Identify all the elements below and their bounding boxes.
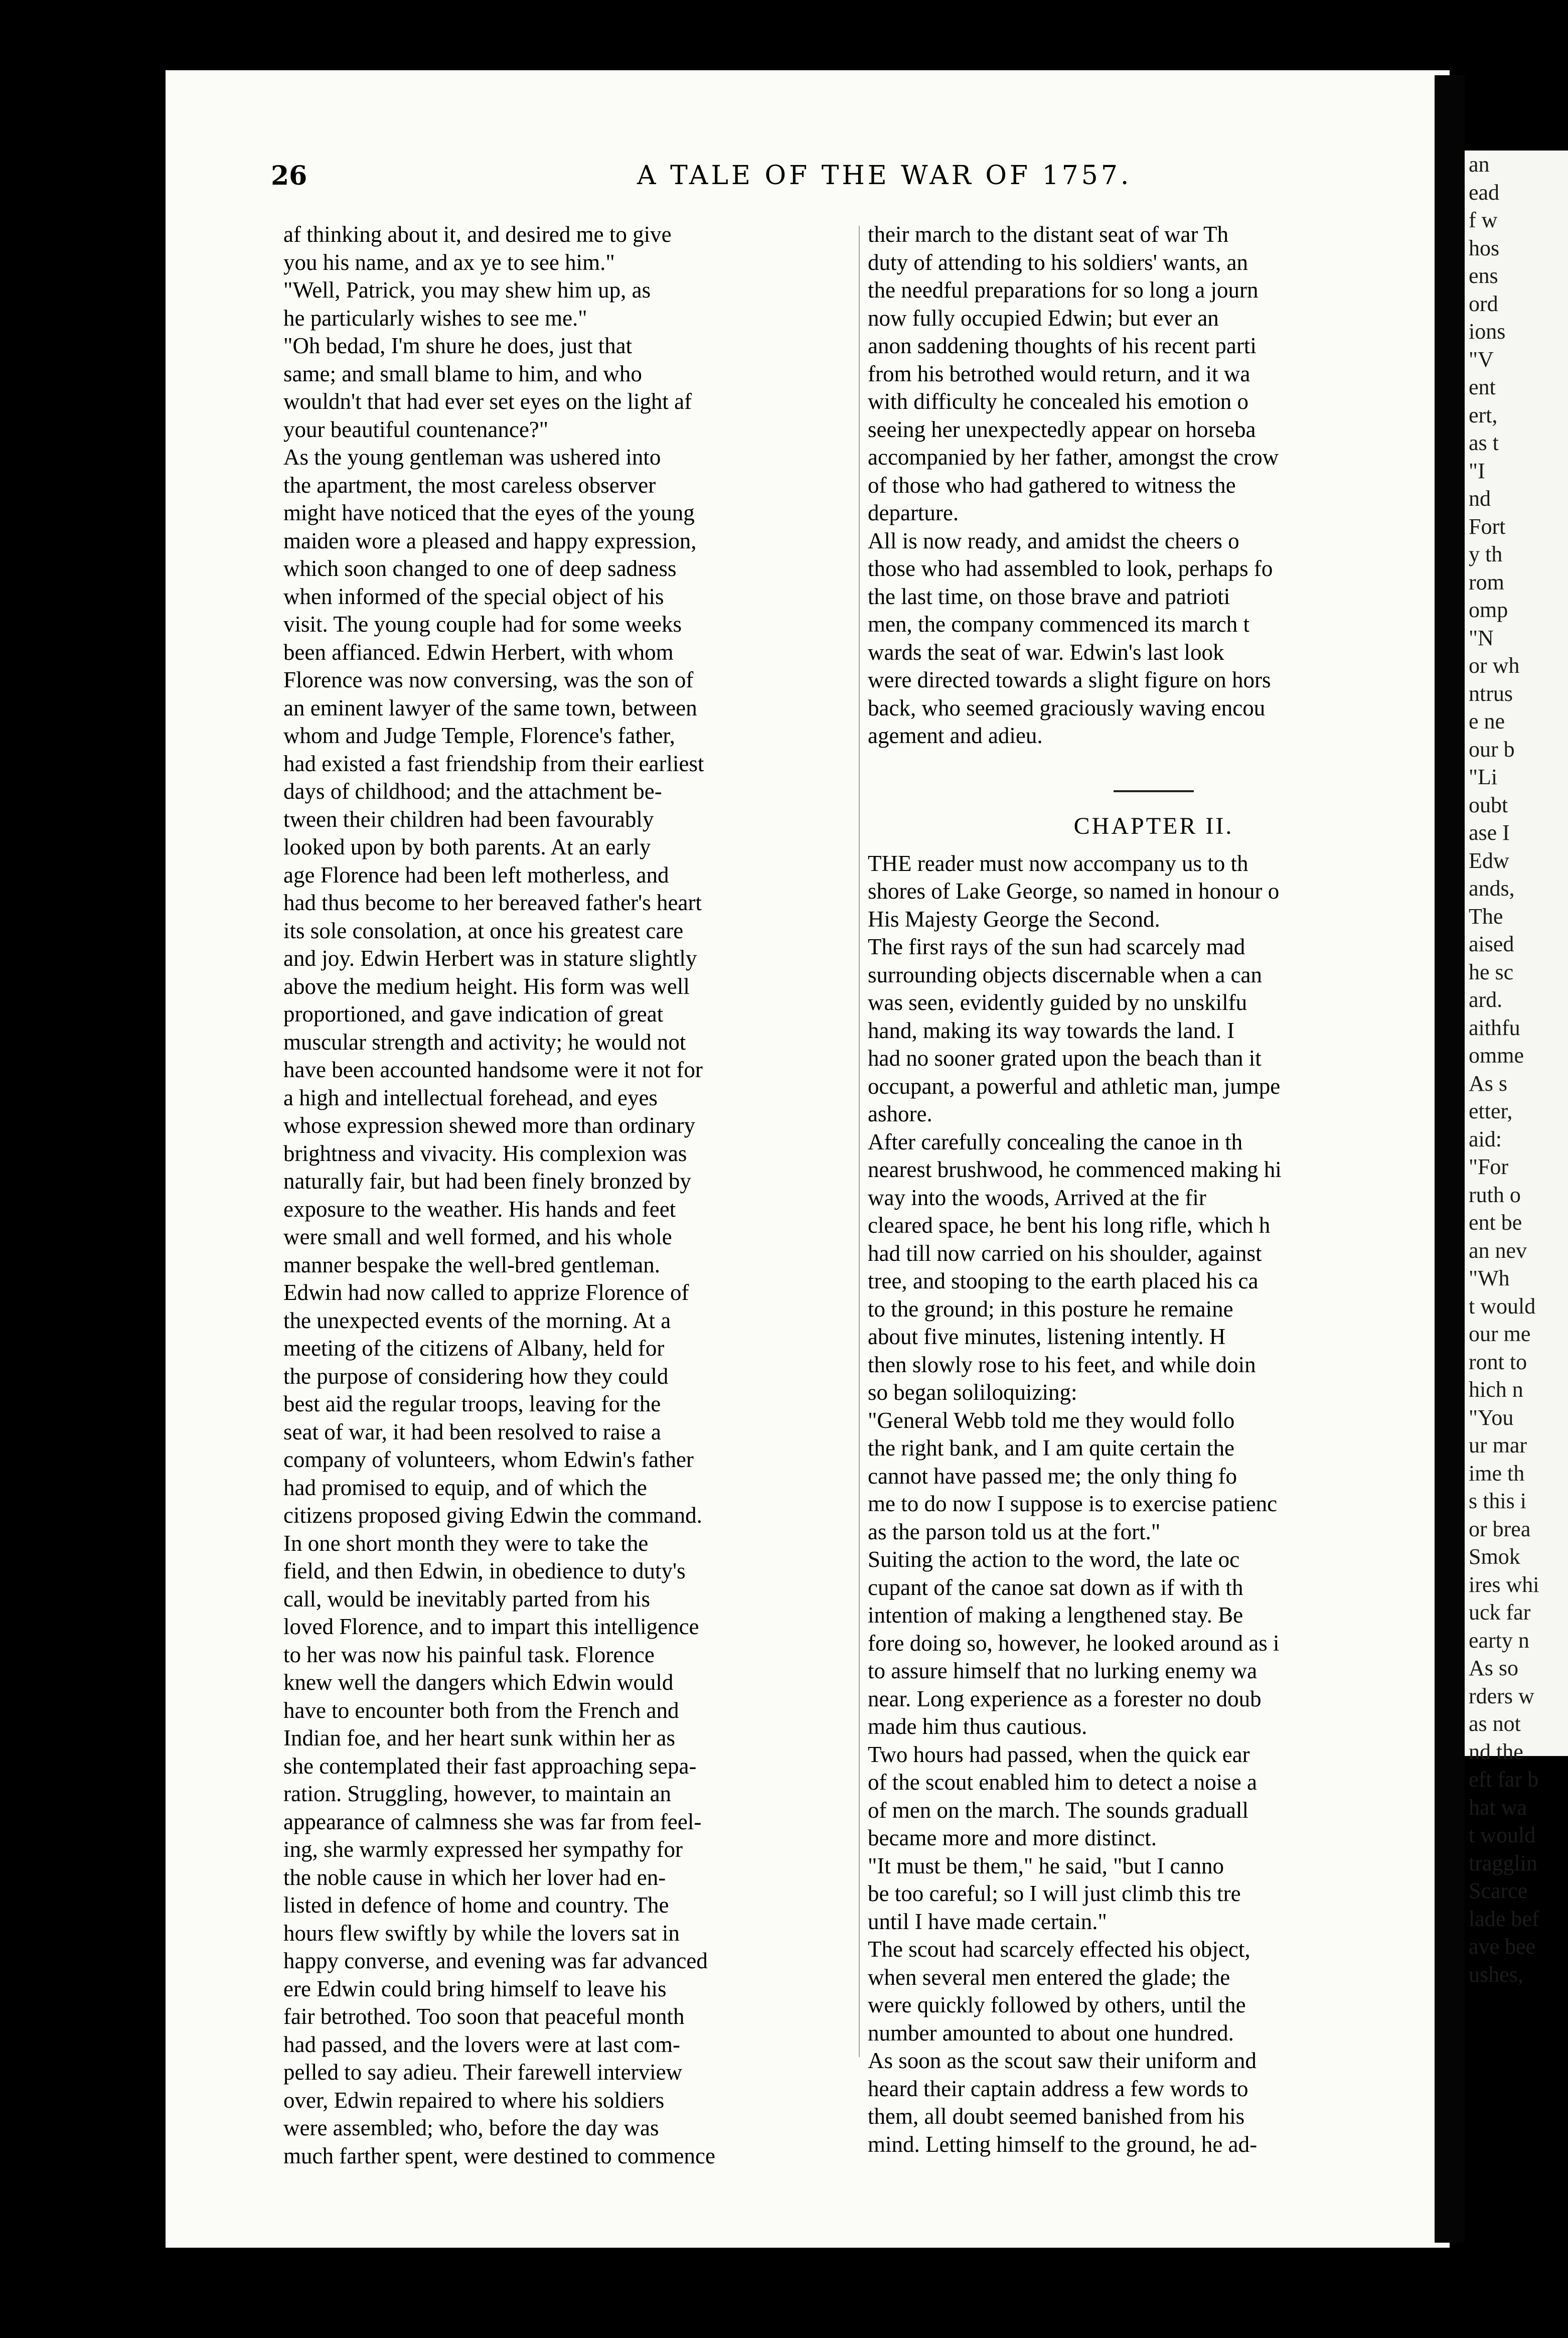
text-line: accompanied by her father, amongst the crow (868, 445, 1279, 470)
text-line: naturally fair, but had been finely bronzed by (283, 1168, 691, 1194)
adjacent-page-text-line: "I (1469, 458, 1485, 483)
text-line: fore doing so, however, he looked around as i (868, 1630, 1280, 1656)
text-line: you his name, and ax ye to see him." (283, 249, 615, 275)
adjacent-page-text-line: "For (1469, 1154, 1509, 1179)
text-line: appearance of calmness she was far from feel- (283, 1809, 702, 1834)
right-column-bottom-text (868, 850, 1440, 2159)
text-line: back, who seemed graciously waving encou (868, 695, 1266, 720)
text-line: from his betrothed would return, and it wa (868, 361, 1250, 386)
text-line: cleared space, he bent his long rifle, which h (868, 1213, 1271, 1238)
text-line: he particularly wishes to see me." (283, 305, 587, 331)
column-divider (859, 226, 860, 2057)
chapter-heading: CHAPTER II. (1073, 812, 1234, 839)
adjacent-page-text-line: ent (1469, 375, 1496, 399)
adjacent-page-text-line: Scarce (1469, 1878, 1528, 1903)
text-line: have to encounter both from the French and (283, 1697, 679, 1723)
adjacent-page-text-line: hat wa (1469, 1795, 1527, 1820)
text-line: the purpose of considering how they could (283, 1363, 669, 1389)
text-line: now fully occupied Edwin; but ever an (868, 305, 1219, 331)
text-line: days of childhood; and the attachment be- (283, 779, 662, 804)
text-line: when several men entered the glade; the (868, 1964, 1230, 1990)
adjacent-page-text-line: rom (1469, 569, 1504, 595)
text-line: she contemplated their fast approaching sepa- (283, 1753, 697, 1779)
adjacent-page-text-line: he sc (1469, 959, 1514, 984)
text-line: were directed towards a slight figure on hors (868, 667, 1271, 692)
text-line: above the medium height. His form was well (283, 973, 690, 999)
text-line: of the scout enabled him to detect a noise a (868, 1770, 1257, 1795)
text-line: happy converse, and evening was far advanced (283, 1948, 708, 1973)
text-line: way into the woods, Arrived at the fir (868, 1185, 1206, 1210)
adjacent-page-text-line: ead (1469, 180, 1500, 205)
text-line: about five minutes, listening intently. H (868, 1324, 1226, 1349)
adjacent-page-text-line: ase I (1469, 820, 1510, 845)
text-line: the unexpected events of the morning. At a (283, 1307, 671, 1333)
text-line: hours flew swiftly by while the lovers sat in (283, 1920, 680, 1946)
text-line: After carefully concealing the canoe in th (868, 1129, 1243, 1154)
text-line: Florence was now conversing, was the son of (283, 667, 694, 692)
text-line: when informed of the special object of his (283, 583, 664, 609)
text-line: be too careful; so I will just climb this tre (868, 1881, 1241, 1906)
adjacent-page-text-line: ent be (1469, 1210, 1522, 1235)
text-line: manner bespake the well-bred gentleman. (283, 1252, 660, 1277)
text-line: THE reader must now accompany us to th (868, 850, 1248, 876)
text-line: have been accounted handsome were it not for (283, 1057, 703, 1082)
adjacent-page-text-line: as t (1469, 430, 1499, 455)
text-line: made him thus cautious. (868, 1714, 1087, 1739)
adjacent-page-text-line: earty n (1469, 1628, 1529, 1653)
text-line: Edwin had now called to apprize Florence of (283, 1280, 689, 1305)
text-line: shores of Lake George, so named in honour o (868, 879, 1280, 904)
text-line: pelled to say adieu. Their farewell interview (283, 2060, 683, 2085)
page-gutter-shadow (1435, 75, 1465, 2243)
text-line: over, Edwin repaired to where his soldiers (283, 2087, 665, 2113)
text-line: to assure himself that no lurking enemy wa (868, 1658, 1258, 1683)
adjacent-page-text-line: aithfu (1469, 1015, 1520, 1040)
adjacent-page-text-line: t would (1469, 1823, 1536, 1847)
text-line: meeting of the citizens of Albany, held for (283, 1336, 665, 1361)
text-line: was seen, evidently guided by no unskilfu (868, 990, 1247, 1015)
text-line: Suiting the action to the word, the late oc (868, 1547, 1240, 1572)
text-line: As the young gentleman was ushered into (283, 445, 661, 470)
text-line: seeing her unexpectedly appear on horseba (868, 416, 1256, 442)
adjacent-page-text-line: nd (1469, 486, 1491, 511)
adjacent-page-text-line: "You (1469, 1405, 1514, 1430)
adjacent-page-text-line: s this i (1469, 1489, 1526, 1513)
text-line: anon saddening thoughts of his recent parti (868, 333, 1257, 358)
text-line: a high and intellectual forehead, and eyes (283, 1085, 658, 1110)
adjacent-page-text-line: As s (1469, 1071, 1508, 1096)
adjacent-page-text-line: or wh (1469, 653, 1520, 678)
adjacent-page-text-line: an nev (1469, 1238, 1527, 1263)
text-line: loved Florence, and to impart this intelligence (283, 1614, 699, 1639)
text-line: field, and then Edwin, in obedience to duty's (283, 1558, 686, 1583)
adjacent-page-text-line: ur mar (1469, 1433, 1527, 1457)
text-line: nearest brushwood, he commenced making hi (868, 1157, 1282, 1182)
adjacent-page-text-line: uck far (1469, 1600, 1531, 1625)
text-line: tree, and stooping to the earth placed his ca (868, 1268, 1259, 1293)
text-line: their march to the distant seat of war Th (868, 222, 1228, 247)
text-line: listed in defence of home and country. The (283, 1892, 669, 1918)
text-line: wouldn't that had ever set eyes on the light af (283, 389, 692, 414)
text-line: ere Edwin could bring himself to leave his (283, 1976, 667, 2001)
text-line: had thus become to her bereaved father's heart (283, 890, 702, 915)
text-line: its sole consolation, at once his greatest care (283, 918, 684, 943)
adjacent-page-text-line: Smok (1469, 1544, 1520, 1569)
adjacent-page-text-line: "V (1469, 347, 1494, 372)
adjacent-page-text-line: or brea (1469, 1516, 1531, 1541)
adjacent-page-text-line: etter, (1469, 1099, 1513, 1123)
text-line: intention of making a lengthened stay. Be (868, 1602, 1243, 1628)
text-line: heard their captain address a few words to (868, 2076, 1248, 2101)
adjacent-page-text-line: "Li (1469, 765, 1498, 789)
text-line: of those who had gathered to witness the (868, 472, 1236, 498)
text-line: All is now ready, and amidst the cheers o (868, 528, 1239, 553)
adjacent-page-text-line: aid: (1469, 1126, 1502, 1151)
text-line: so began soliloquizing: (868, 1380, 1077, 1405)
adjacent-page-text-line: "Wh (1469, 1266, 1510, 1290)
text-line: hand, making its way towards the land. I (868, 1017, 1235, 1043)
text-line: had passed, and the lovers were at last com- (283, 2031, 680, 2057)
text-line: maiden wore a pleased and happy expression, (283, 528, 697, 553)
text-line: of men on the march. The sounds graduall (868, 1797, 1248, 1823)
page-header (271, 161, 1132, 196)
text-line: duty of attending to his soldiers' wants, an (868, 249, 1248, 275)
page-number: 26 (271, 161, 307, 191)
text-line: ashore. (868, 1101, 932, 1126)
adjacent-page-text-line: ands, (1469, 876, 1515, 901)
adjacent-page-text-line: f w (1469, 208, 1498, 232)
adjacent-page-text-line: our me (1469, 1322, 1531, 1346)
adjacent-page-text-line: Fort (1469, 514, 1506, 539)
adjacent-page-text-line: As so (1469, 1656, 1519, 1680)
text-line: had promised to equip, and of which the (283, 1475, 647, 1500)
adjacent-page-text-line: ard. (1469, 987, 1503, 1012)
adjacent-page-text-line: e ne (1469, 709, 1505, 734)
text-line: wards the seat of war. Edwin's last look (868, 639, 1224, 665)
text-line: were assembled; who, before the day was (283, 2115, 659, 2140)
text-line: were small and well formed, and his whole (283, 1224, 672, 1249)
adjacent-page-text-line: ires whi (1469, 1572, 1539, 1597)
adjacent-page-text-line: ime th (1469, 1460, 1525, 1486)
adjacent-page-text-line: ruth o (1469, 1182, 1521, 1207)
text-line: citizens proposed giving Edwin the command. (283, 1503, 702, 1528)
adjacent-page-text-line: ert, (1469, 402, 1498, 427)
adjacent-page-text-line: hos (1469, 235, 1500, 260)
adjacent-page-text-line: omp (1469, 598, 1508, 622)
text-line: near. Long experience as a forester no doub (868, 1686, 1262, 1711)
text-line: The scout had scarcely effected his object, (868, 1937, 1250, 1962)
text-line: age Florence had been left motherless, and (283, 862, 669, 888)
text-line: fair betrothed. Too soon that peaceful month (283, 2004, 685, 2029)
adjacent-page-text-line: ushes, (1469, 1962, 1523, 1987)
text-line: with difficulty he concealed his emotion o (868, 389, 1248, 414)
text-line: the needful preparations for so long a journ (868, 277, 1259, 303)
adjacent-page-text-line: ntrus (1469, 681, 1513, 706)
adjacent-page-text-line: y th (1469, 542, 1503, 566)
text-line: as the parson told us at the fort." (868, 1519, 1161, 1544)
text-line: surrounding objects discernable when a can (868, 962, 1262, 987)
text-line: much farther spent, were destined to commence (283, 2143, 715, 2168)
text-line: until I have made certain." (868, 1909, 1107, 1934)
text-line: might have noticed that the eyes of the young (283, 500, 695, 525)
text-line: had till now carried on his shoulder, against (868, 1240, 1262, 1266)
text-line: same; and small blame to him, and who (283, 361, 642, 386)
text-line: mind. Letting himself to the ground, he ad- (868, 2131, 1258, 2157)
text-line: whom and Judge Temple, Florence's father, (283, 723, 675, 748)
text-line: the apartment, the most careless observer (283, 472, 656, 498)
text-line: had no sooner grated upon the beach than it (868, 1046, 1262, 1071)
text-line: became more and more distinct. (868, 1825, 1157, 1850)
adjacent-page-text-line: ave bee (1469, 1934, 1536, 1959)
adjacent-page-text-line: omme (1469, 1043, 1524, 1068)
text-line: knew well the dangers which Edwin would (283, 1670, 674, 1695)
text-line: your beautiful countenance?" (283, 416, 549, 442)
text-line: company of volunteers, whom Edwin's father (283, 1447, 694, 1472)
adjacent-page-text-line: as not (1469, 1711, 1521, 1736)
text-line: to the ground; in this posture he remaine (868, 1296, 1233, 1322)
text-line: cupant of the canoe sat down as if with th (868, 1574, 1243, 1600)
adjacent-page-text-line: rders w (1469, 1683, 1534, 1708)
text-line: me to do now I suppose is to exercise patienc (868, 1491, 1278, 1516)
text-line: an eminent lawyer of the same town, between (283, 695, 697, 720)
text-line: which soon changed to one of deep sadness (283, 556, 677, 581)
text-line: been affianced. Edwin Herbert, with whom (283, 639, 674, 665)
right-text-column (868, 221, 1440, 2157)
text-line: His Majesty George the Second. (868, 906, 1160, 932)
adjacent-page-text-line: ens (1469, 263, 1498, 288)
adjacent-page-text-line: hich n (1469, 1377, 1523, 1402)
text-line: Two hours had passed, when the quick ear (868, 1741, 1250, 1767)
text-line: call, would be inevitably parted from his (283, 1586, 651, 1612)
adjacent-page-text-line: The (1469, 904, 1503, 929)
text-line: men, the company commenced its march t (868, 612, 1250, 637)
chapter-divider-rule (1114, 790, 1194, 792)
adjacent-page-text-line: "N (1469, 625, 1494, 650)
text-line: them, all doubt seemed banished from his (868, 2104, 1245, 2129)
text-line: "It must be them," he said, "but I canno (868, 1853, 1224, 1878)
text-line: and joy. Edwin Herbert was in stature slightly (283, 946, 697, 971)
text-line: tween their children had been favourably (283, 806, 654, 832)
text-line: "General Webb told me they would follo (868, 1407, 1235, 1433)
text-line: agement and adieu. (868, 723, 1043, 748)
left-text-column (283, 221, 860, 2168)
text-line: In one short month they were to take the (283, 1530, 649, 1556)
adjacent-page-text-line: tragglin (1469, 1850, 1537, 1875)
text-line: As soon as the scout saw their uniform and (868, 2048, 1257, 2073)
adjacent-page-fragment (1465, 151, 1568, 1987)
adjacent-page-text-line: eft far b (1469, 1767, 1539, 1792)
adjacent-page-text-line: an (1469, 152, 1490, 177)
text-line: number amounted to about one hundred. (868, 2020, 1234, 2045)
text-line: exposure to the weather. His hands and feet (283, 1196, 676, 1222)
text-line: the noble cause in which her lover had en- (283, 1864, 666, 1890)
right-column-top-text (868, 221, 1440, 750)
text-line: muscular strength and activity; he would not (283, 1029, 686, 1055)
adjacent-page-text-line: ord (1469, 291, 1498, 316)
text-line: then slowly rose to his feet, and while doin (868, 1352, 1256, 1377)
text-line: visit. The young couple had for some weeks (283, 612, 682, 637)
text-line: departure. (868, 500, 959, 525)
text-line: occupant, a powerful and athletic man, jumpe (868, 1073, 1281, 1099)
text-line: ing, she warmly expressed her sympathy for (283, 1837, 683, 1862)
text-line: brightness and vivacity. His complexion was (283, 1140, 687, 1166)
adjacent-page-text-line: nd the (1469, 1739, 1523, 1764)
adjacent-page-text-line: Edw (1469, 848, 1509, 873)
text-line: Indian foe, and her heart sunk within her as (283, 1725, 675, 1750)
adjacent-page-text-line: lade bef (1469, 1906, 1539, 1931)
text-line: whose expression shewed more than ordinary (283, 1113, 696, 1138)
text-line: those who had assembled to look, perhaps fo (868, 556, 1273, 581)
text-line: to her was now his painful task. Florence (283, 1642, 655, 1667)
text-line: ration. Struggling, however, to maintain an (283, 1781, 672, 1806)
adjacent-page-text-line: ront to (1469, 1349, 1527, 1374)
text-line: "Well, Patrick, you may shew him up, as (283, 277, 651, 303)
text-line: seat of war, it had been resolved to raise a (283, 1419, 661, 1444)
adjacent-page-text-line: oubt (1469, 792, 1508, 817)
adjacent-page-text-line: aised (1469, 932, 1514, 956)
text-line: proportioned, and gave indication of great (283, 1001, 664, 1027)
adjacent-page-text-line: ions (1469, 319, 1506, 344)
text-line: "Oh bedad, I'm shure he does, just that (283, 333, 633, 358)
text-line: best aid the regular troops, leaving for the (283, 1391, 661, 1416)
text-line: cannot have passed me; the only thing fo (868, 1463, 1237, 1489)
adjacent-page-text-line: t would (1469, 1293, 1536, 1319)
text-line: had existed a fast friendship from their earliest (283, 751, 704, 776)
text-line: the last time, on those brave and patrioti (868, 583, 1230, 609)
text-line: af thinking about it, and desired me to give (283, 222, 672, 247)
adjacent-page-text-line: our b (1469, 737, 1515, 762)
text-line: The first rays of the sun had scarcely mad (868, 934, 1245, 959)
text-line: were quickly followed by others, until the (868, 1992, 1246, 2017)
text-line: looked upon by both parents. At an early (283, 834, 651, 859)
text-line: the right bank, and I am quite certain the (868, 1435, 1234, 1460)
running-head: A TALE OF THE WAR OF 1757. (637, 161, 1132, 191)
